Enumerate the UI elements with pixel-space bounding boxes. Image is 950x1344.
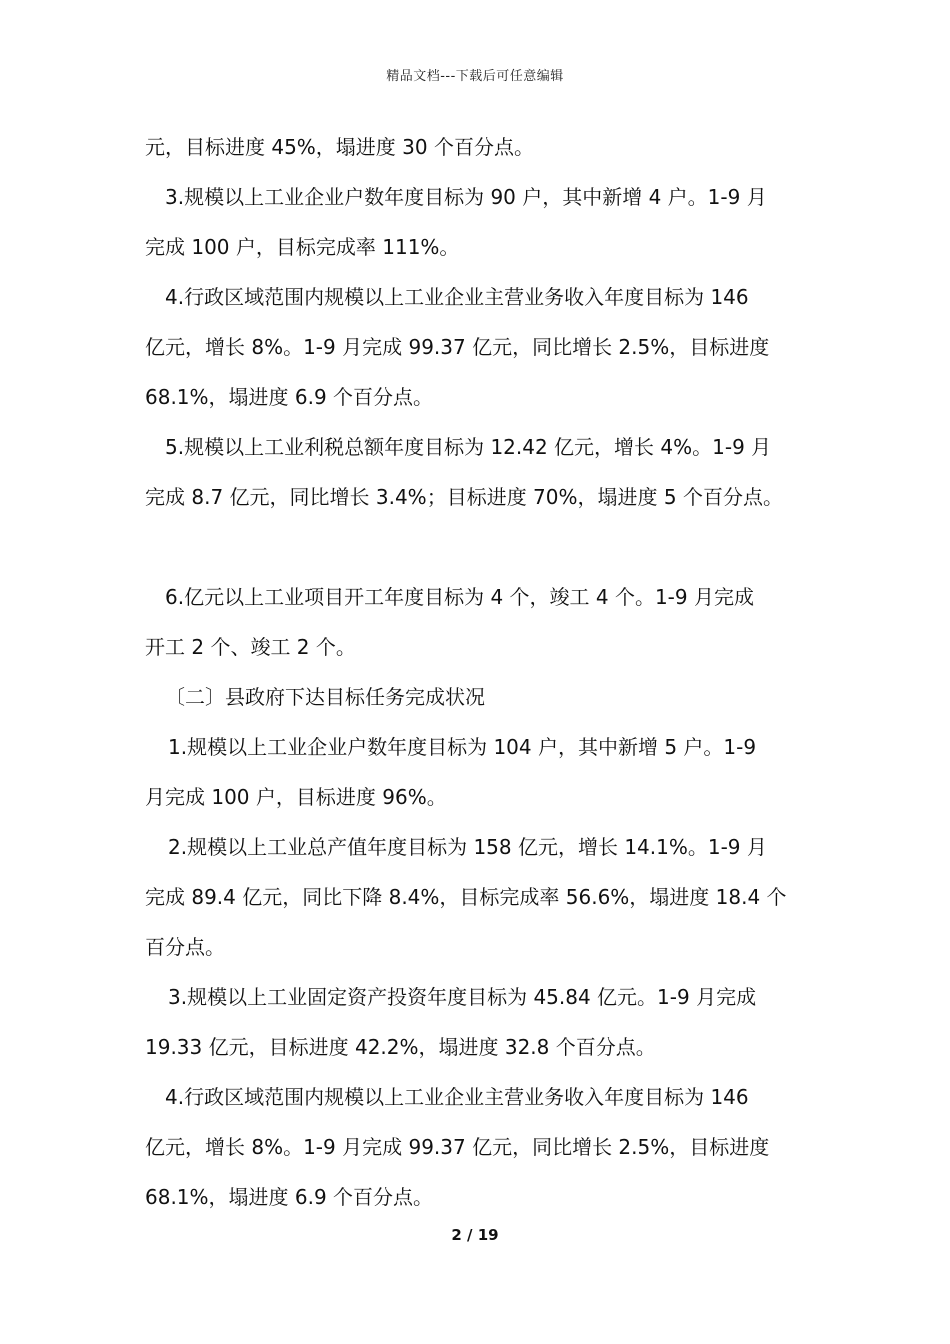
text-line-10: 开工 2 个、竣工 2 个。 [145, 635, 356, 659]
text-line-15: 完成 89.4 亿元，同比下降 8.4%，目标完成率 56.6%，塌进度 18.4 个 [145, 885, 787, 909]
text-line-7: 5.规模以上工业利税总额年度目标为 12.42 亿元，增长 4%。1-9 月 [165, 435, 772, 459]
text-line-16: 百分点。 [145, 935, 225, 959]
text-line-14: 2.规模以上工业总产值年度目标为 158 亿元，增长 14.1%。1-9 月 [168, 835, 767, 859]
page-header: 精品文档---下载后可任意编辑 [386, 69, 564, 84]
text-line-18: 19.33 亿元，目标进度 42.2%，塌进度 32.8 个百分点。 [145, 1035, 656, 1059]
text-line-21: 68.1%，塌进度 6.9 个百分点。 [145, 1185, 434, 1209]
text-line-2: 3.规模以上工业企业户数年度目标为 90 户，其中新增 4 户。1-9 月 [165, 185, 767, 209]
text-line-6: 68.1%，塌进度 6.9 个百分点。 [145, 385, 434, 409]
text-line-12: 1.规模以上工业企业户数年度目标为 104 户，其中新增 5 户。1-9 [168, 735, 757, 759]
text-line-1: 元，目标进度 45%，塌进度 30 个百分点。 [145, 135, 534, 159]
text-line-20: 亿元，增长 8%。1-9 月完成 99.37 亿元，同比增长 2.5%，目标进度 [145, 1135, 770, 1159]
page-number: 2 / 19 [451, 1226, 499, 1244]
text-line-3: 完成 100 户，目标完成率 111%。 [145, 235, 460, 259]
text-line-5: 亿元，增长 8%。1-9 月完成 99.37 亿元，同比增长 2.5%，目标进度 [145, 335, 770, 359]
text-line-4: 4.行政区域范围内规模以上工业企业主营业务收入年度目标为 146 [165, 285, 749, 309]
text-line-19: 4.行政区域范围内规模以上工业企业主营业务收入年度目标为 146 [165, 1085, 749, 1109]
section-heading: 〔二〕县政府下达目标任务完成状况 [165, 685, 485, 709]
text-line-8: 完成 8.7 亿元，同比增长 3.4%；目标进度 70%，塌进度 5 个百分点。 [145, 485, 783, 509]
text-line-13: 月完成 100 户，目标进度 96%。 [145, 785, 447, 809]
text-line-17: 3.规模以上工业固定资产投资年度目标为 45.84 亿元。1-9 月完成 [168, 985, 757, 1009]
text-line-9: 6.亿元以上工业项目开工年度目标为 4 个，竣工 4 个。1-9 月完成 [165, 585, 754, 609]
